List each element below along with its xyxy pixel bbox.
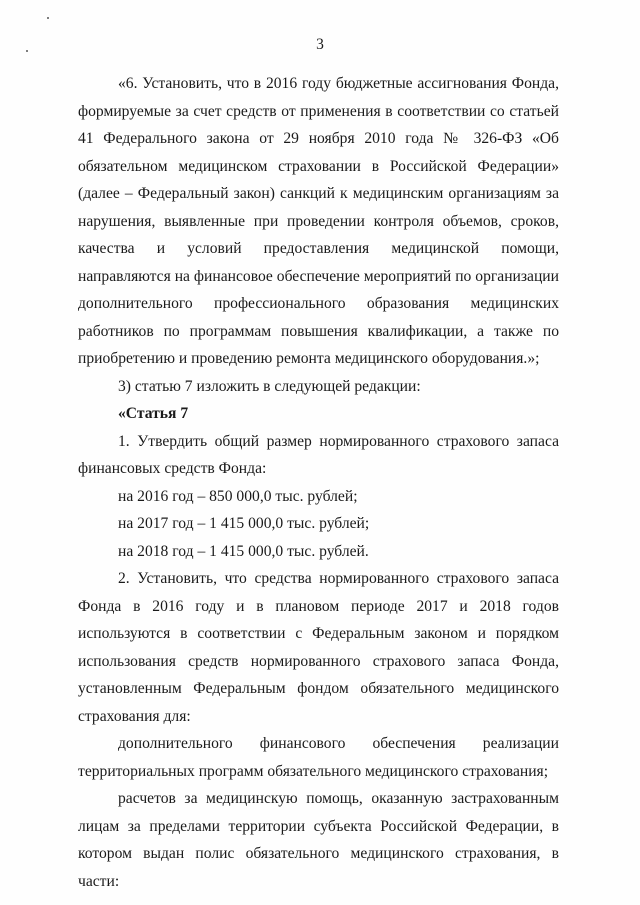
list-item-2018: на 2018 год – 1 415 000,0 тыс. рублей. [118, 542, 369, 560]
paragraph-reserve-size: 1. Утвердить общий размер нормированного страхового запаса финансовых средств Фонда: [78, 432, 559, 477]
paragraph-additional-financing: дополнительного финансового обеспечения реализации территориальных программ обязательного медицинского страхования; [78, 735, 559, 780]
paragraph-amendment-article-7: 3) статью 7 изложить в следующей редакции: [118, 377, 421, 395]
paragraph-settlements: расчетов за медицинскую помощь, оказанную застрахованным лицам за пределами территории субъекта Российской Федерации, в котором выдан полис обязательного медицинского страхования, в части: [78, 790, 559, 890]
page-number: 3 [316, 36, 324, 53]
paragraph-reserve-use: 2. Установить, что средства нормированного страхового запаса Фонда в 2016 году и в плановом периоде 2017 и 2018 годов используются в соответствии с Федеральным законом и порядком использования средств нормированного страхового запаса Фонда, установленным Федеральным фондом обязательного медицинского страхования для: [78, 570, 559, 725]
article-heading: «Статья 7 [118, 405, 189, 422]
document-body [78, 70, 559, 895]
scan-speck [47, 17, 49, 19]
list-item-2017: на 2017 год – 1 415 000,0 тыс. рублей; [118, 515, 370, 532]
list-item-2016: на 2016 год – 850 000,0 тыс. рублей; [118, 487, 358, 505]
paragraph-clause-6: «6. Установить, что в 2016 году бюджетные ассигнования Фонда, формируемые за счет средств от применения в соответствии со статьей 41 Федерального закона от 29 ноября 2010 года № 326-ФЗ «Об обязательном медицинском страховании в Российской Федерации» (далее – Федеральный закон) санкций к медицинским организациям за нарушения, выявленные при проведении контроля объемов, сроков, качества и условий предоставления медицинской помощи, направляются на финансовое обеспечение мероприятий по организации дополнительного профессионального образования медицинских работников по программам повышения квалификации, а также по приобретению и проведению ремонта медицинского оборудования.»; [78, 75, 559, 367]
